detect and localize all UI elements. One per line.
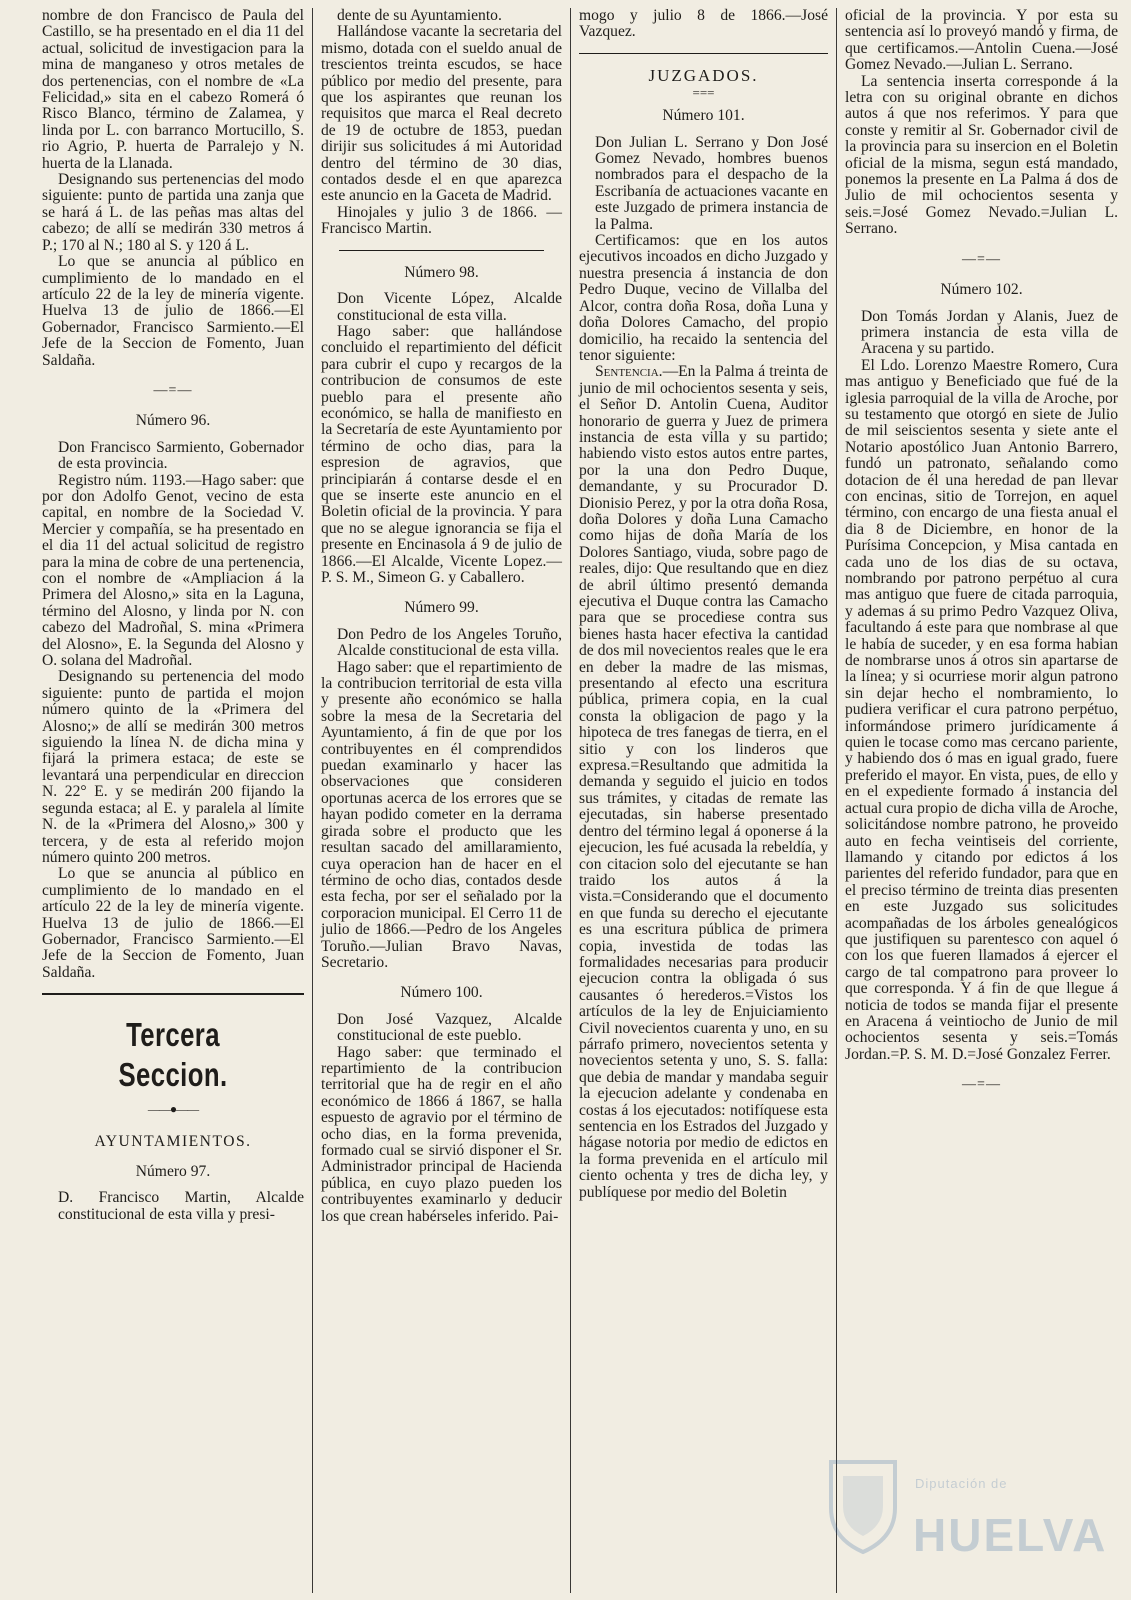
notice-number: Número 98. [404, 263, 479, 281]
ornament: ——●—— [147, 1102, 199, 1117]
paragraph [579, 364, 828, 1201]
paragraph: Hago saber: que terminado el repartimiento de la contribucion territorial que ha de regir en el año económico de 1866 á 1867, se halla espuesto de agravio por el término de ocho dias, en la forma prevenida, formado cual se sirvió disponer el Sr. Administrador principal de Hacienda pública, en cuyo plazo pueden los contribuyentes examinarlo y deducir los que crean habérseles inferido. Pai- [321, 1043, 562, 1225]
paragraph: oficial de la provincia. Y por esta su sentencia así lo proveyó mandó y firma, de que certificamos.—Antolin Cuena.—José Gomez Nevado.—Julian L. Serrano. [845, 8, 1118, 74]
separator: —=— [153, 382, 193, 398]
paragraph: Certificamos: que en los autos ejecutivos incoados en dicho Juzgado y nuestra presencia á instancia de don Pedro Duque, vecino de Villalba del Alcor, contra doña Rosa, doña Luna y doña Dolores Camacho, del propio domicilio, ha recaido la sentencia del tenor siguiente: [579, 232, 828, 364]
separator: —=— [962, 251, 1001, 267]
notice-number: Número 96. [135, 412, 211, 430]
section-title: Tercera Seccion. [118, 1016, 228, 1094]
notice-number: Número 101. [662, 107, 745, 125]
newspaper-page [42, 8, 1118, 1593]
paragraph: mogo y julio 8 de 1866.—José Vazquez. [579, 8, 828, 41]
notice-heading: Don Julian L. Serrano y Don José Gomez Nevado, hombres buenos nombrados para el despacho de la Escribanía de actuaciones vacante en este Juzgado de primera instancia de la Palma. [595, 133, 828, 233]
notice-heading: Don Vicente López, Alcalde constitucional de esta villa. [337, 290, 562, 324]
paragraph: El Ldo. Lorenzo Maestre Romero, Cura mas antiguo y Beneficiado que fué de la iglesia parroquial de la villa de Aroche, por su testamento que otorgó en siete de Julio de mil seiscientos sesenta y siete ante el Notario apostólico Juan Antonio Barrero, fundó un patronato, señalando como dotacion de él una heredad de pan llevar con encinas, sitio de Torrejon, en aquel término, con encargo de una fiesta anual el dia 8 de Diciembre, en honor de la Purísima Concepcion, y Misa cantada en cada uno de los dias de su octava, nombrando por patrono perpétuo al cura mas antiguo que fuere de citada parroquia, y ademas á su primo Pedro Vazquez Oliva, facultando á este para que nombrase al que le había de suceder, y en esa forma habian de nombrarse unos á otros sin apartarse de la línea; y si ocurriese morir algun patrono sin dejar hecho el nombramiento, lo pudiera verificar el cura patrono perpétuo, informándose primero jurídicamente á quien le tocase como mas cercano pariente, y habiendo dos ó mas en igual grado, fuere preferido el mayor. En vista, pues, de ello y en el expediente formado á instancia del actual cura propio de dicha villa de Aroche, solicitándose nombre patrono, he proveido auto en fecha veintiseis del corriente, llamando y citando por edictos á los parientes del referido fundador, para que en el preciso término de treinta dias presenten en este Juzgado sus solicitudes acompañadas de los árboles genealógicos que justifiquen su parentesco con aquel ó con los que fueren llamados á ejercer el cargo de tal compatrono para proveer lo que corresponda. Y á fin de que llegue á noticia de todos se manda fijar el presente en Aracena á veintiocho de Junio de mil ochocientos sesenta y seis.=Tomás Jordan.=P. S. M. D.=José Gonzalez Ferrer. [845, 356, 1118, 1063]
sentencia-text: —En la Palma á treinta de junio de mil ochocientos sesenta y seis, el Señor D. Antolin Cuena, Auditor honorario de guerra y Juez de primera instancia de esta villa y su partido; habiendo visto estos autos entre partes, por la una don Pedro Duque, demandante, y su Procurador D. Dionisio Perez, y por la otra doña Rosa, doña Dolores y doña Luna Camacho como hijas de doña María de los Dolores Santiago, viuda, sobre pago de reales, dijo: Que resultando que en diez de abril último presentó demanda ejecutiva el Duque contra las Camacho para que se procediese contra sus bienes hasta hacer efectiva la cantidad de dos mil novecientos reales que le era en deber la madre de las mismas, presentando al efecto una escritura pública, primera copia, en la cual consta la obligacion de pago y la hipoteca de tres fanegas de tierra, en el sitio y con los linderos que expresa.=Resultando que admitida la demanda y seguido el juicio en todos sus trámites, y citadas de remate las ejecutadas, sin haberse presentado dentro del término legal á oponerse á la ejecucion, les fué acusada la rebeldía, y con citacion solo del ejecutante se han traido los autos á la vista.=Considerando que el documento en que funda su derecho el ejecutante es una escritura pública de primera copia, investida de todas las formalidades necesarias para producir ejecucion contra la obligada ó sus causantes ó herederos.=Vistos los artículos de la ley de Enjuiciamiento Civil novecientos cuarenta y uno, en su párrafo primero, novecientos setenta y novecientos setenta y uno, S. S. falla: que debia de mandar y mandaba seguir la ejecucion adelante y condenaba en costas á los ejecutados: notifíquese esta sentencia en los Estrados del Juzgado y hágase notoria por medio de edictos en la forma prevenida en el artículo mil ciento ochenta y tres de dicha ley, y publíquese por medio del Boletin [579, 363, 829, 1201]
paragraph: La sentencia inserta corresponde á la letra con su original obrante en dichos autos á que nos referimos. Y para que conste y remitir al Sr. Gobernador civil de la provincia para su insercion en el Boletin oficial de la misma, segun está mandado, ponemos la presente en La Palma á dos de Julio de mil ochocientos sesenta y seis.=José Gomez Nevado.=Julian L. Serrano. [845, 72, 1118, 238]
separator: —=— [962, 1077, 1001, 1093]
paragraph: Designando su pertenencia del modo siguiente: punto de partida el mojon número quinto de la «Primera del Alosno;» de allí se medirán 300 metros siguiendo la línea N. de dicha mina y fijará la primera estaca; de este se levantará una perpendicular en direccion N. 22° E. y se medirán 200 fijando la segunda estaca; al E. y paralela al límite N. de la «Primera del Alosno,» 300 y tercera, y de esta al referido mojon número quinto 200 metros. [42, 668, 304, 866]
paragraph: Lo que se anuncia al público en cumplimiento de lo mandado en el artículo 22 de la ley de minería vigente. Huelva 13 de julio de 1866.—El Gobernador, Francisco Sarmiento.—El Jefe de la Seccion de Fomento, Juan Saldaña. [42, 253, 304, 369]
rule [579, 53, 828, 54]
paragraph: Designando sus pertenencias del modo siguiente: punto de partida una zanja que se hará á L. de las peñas mas altas del cabezo; de allí se medirán 330 metros á P.; 170 al N.; 180 al S. y 120 á L. [42, 171, 304, 254]
notice-number: Número 100. [400, 984, 483, 1002]
notice-heading: Don Francisco Sarmiento, Gobernador de esta provincia. [58, 438, 304, 473]
notice-heading: Don José Vazquez, Alcalde constitucional de este pueblo. [337, 1010, 562, 1045]
notice-heading: Don Pedro de los Angeles Toruño, Alcalde constitucional de esta villa. [337, 625, 562, 660]
paragraph: nombre de don Francisco de Paula del Castillo, se ha presentado en el dia 11 del actual, solicitud de investigacion para la mina de manganeso y otros metales de dos pertenencias, con el nombre de «La Felicidad,» sita en el cabezo Romerá ó Risco Blanco, término de Zalamea, y linda por L. con barranco Mortucillo, S. rio Agrio, P. huerta de Parralejo y N. huerta de la Llanada. [42, 8, 304, 172]
column-4 [836, 8, 1118, 1593]
notice-number: Número 102. [940, 281, 1023, 299]
paragraph: Registro núm. 1193.—Hago saber: que por don Adolfo Genot, vecino de esta capital, en nombre de la Sociedad V. Mercier y compañía, se ha presentado en el dia 11 del actual solicitud de registro para la mina de cobre de una pertenencia, con el nombre de «Ampliacion á la Primera del Alosno,» sita en la Laguna, término del Alosno, y linda por N. con cabezo del Madroñal, S. mina «Primera del Alosno», E. la Segunda del Alosno y O. solana del Madroñal. [42, 471, 304, 670]
column-3 [570, 8, 836, 1593]
notice-heading: D. Francisco Martin, Alcalde constitucional de esta villa y presi- [58, 1189, 304, 1223]
paragraph: Hinojales y julio 3 de 1866. —Francisco Martin. [321, 203, 562, 238]
paragraph: Hago saber: que el repartimiento de la contribucion territorial de esta villa y presente año económico se halla sobre la mesa de la Secretaria del Ayuntamiento, á fin de que por los contribuyentes en él comprendidos puedan examinarlo y hacer las observaciones que consideren oportunas acerca de los errores que se hayan podido cometer en la derrama girada sobre el producto que les resultan sacado del amillaramiento, cuya operacion han de hacer en el término de ocho dias, contados desde esta fecha, por ser el señalado por la corporacion municipal. El Cerro 11 de julio de 1866.—Pedro de los Angeles Toruño.—Julian Bravo Navas, Secretario. [321, 658, 562, 971]
watermark-title: HUELVA [913, 1509, 1108, 1561]
double-rule: === [692, 85, 715, 101]
watermark-caption: Diputación de [915, 1476, 1008, 1491]
column-2 [312, 8, 570, 1593]
notice-number: Número 99. [404, 599, 479, 617]
paragraph: Lo que se anuncia al público en cumplimiento de lo mandado en el artículo 22 de la ley de minería vigente. Huelva 13 de julio de 1866.—El Gobernador, Francisco Sarmiento.—El Jefe de la Seccion de Fomento, Juan Saldaña. [42, 865, 304, 981]
sentencia-label: Sentencia. [595, 363, 663, 381]
notice-heading: Don Tomás Jordan y Alanis, Juez de primera instancia de esta villa de Aracena y su partido. [861, 307, 1118, 358]
section-rule [42, 993, 304, 995]
notice-number: Número 97. [135, 1162, 211, 1180]
subsection-title: AYUNTAMIENTOS. [94, 1132, 252, 1150]
paragraph: dente de su Ayuntamiento. [337, 8, 502, 24]
rule [339, 250, 544, 251]
subsection-title: JUZGADOS. [648, 65, 759, 85]
paragraph: Hallándose vacante la secretaria del mismo, dotada con el sueldo anual de trescientos treinta escudos, se hace público por medio del presente, para que los aspirantes que reunan los requisitos que marca el Real decreto de 19 de octubre de 1853, puedan dirijir sus solicitudes á mi Autoridad dentro del término de 30 dias, contados desde el en que aparezca este anuncio en la Gaceta de Madrid. [321, 23, 562, 205]
paragraph: Hago saber: que hallándose concluido el repartimiento del déficit para cubrir el cupo y recargos de la contribucion de consumos de este pueblo para el presente año económico, se halla de manifiesto en la Secretaría de este Ayuntamiento por término de ocho dias, para la espresion de agravios, que principiarán á contarse desde el en que se inserte este anuncio en el Boletin oficial de la provincia. Y para que no se alegue ignorancia se fija el presente en Encinasola á 9 de julio de 1866.—El Alcalde, Vicente Lopez.—P. S. M., Simeon G. y Caballero. [321, 322, 562, 586]
column-1 [42, 8, 312, 1593]
